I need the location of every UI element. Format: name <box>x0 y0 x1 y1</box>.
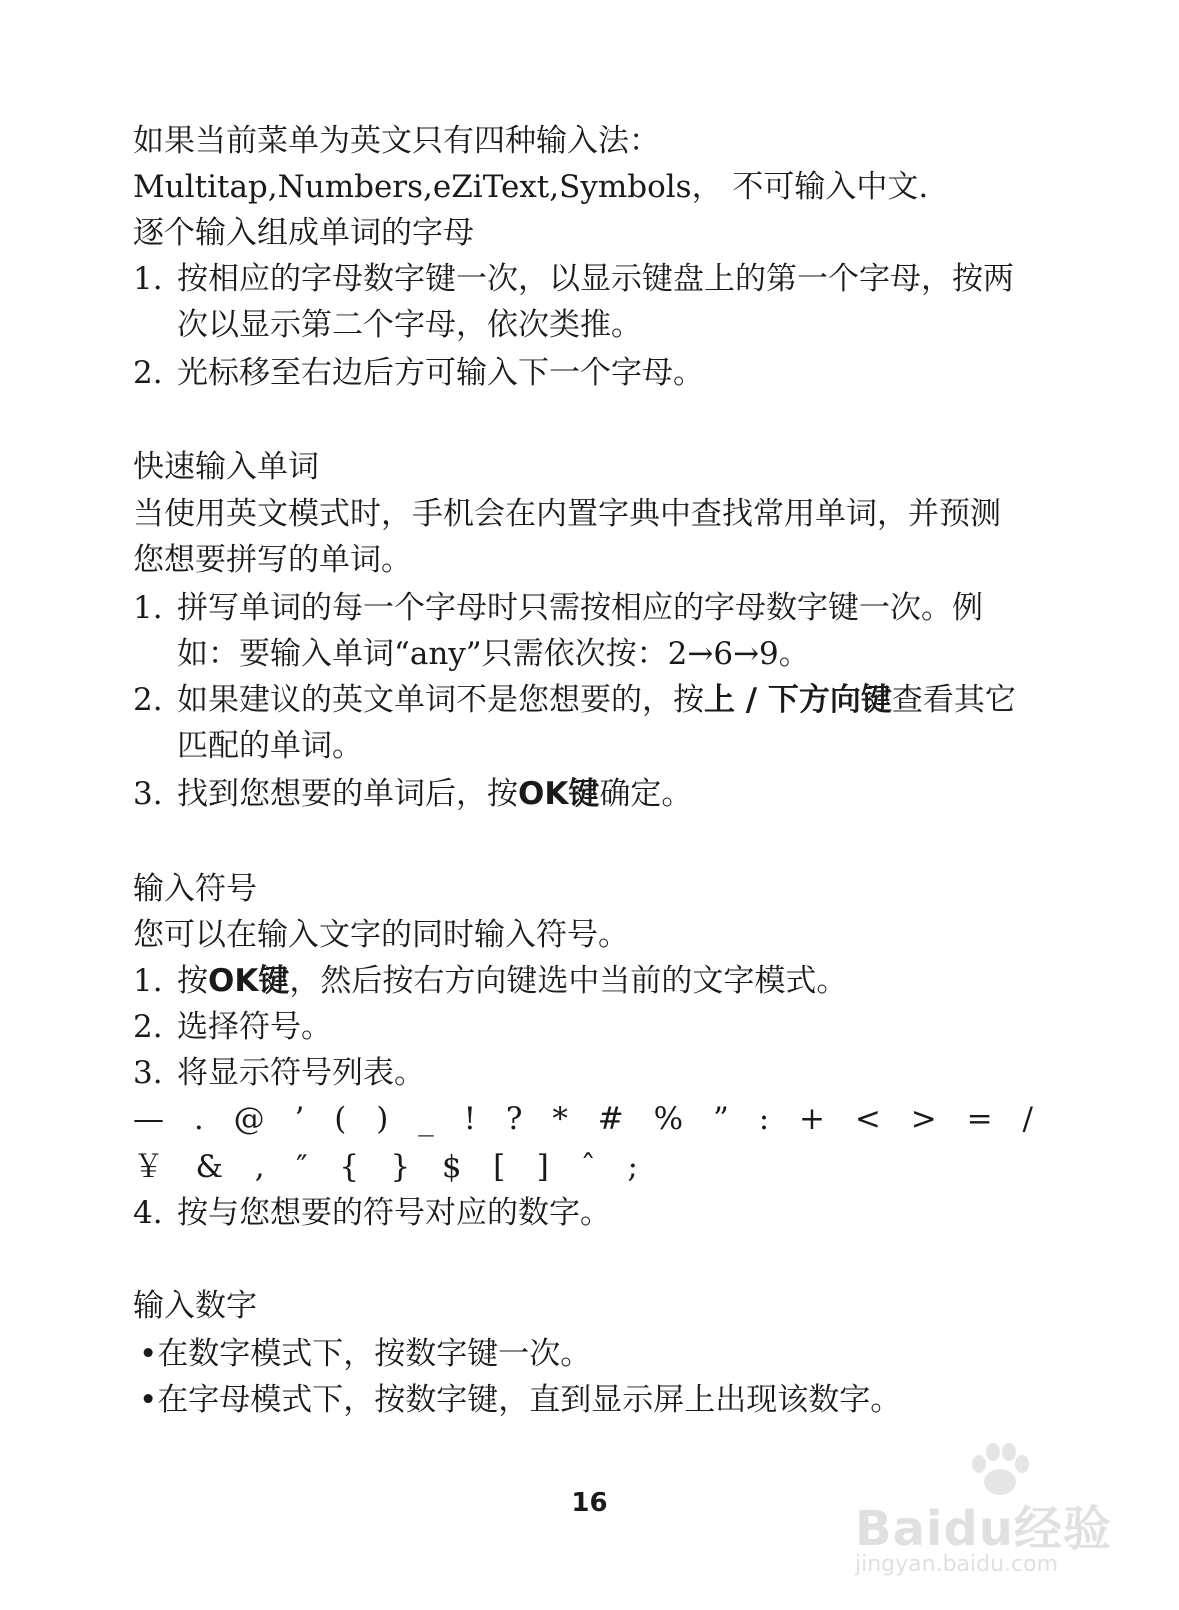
intro-line-1: 如果当前菜单为英文只有四种输入法： <box>133 123 660 159</box>
symbol-glyph: / <box>1022 1101 1033 1137</box>
symbol-glyph: [ <box>493 1149 506 1185</box>
item-text: 光标移至右边后方可输入下一个字母。 <box>177 355 704 391</box>
symbols-item-1 <box>133 961 847 1001</box>
item-number: 3. <box>133 776 163 812</box>
quick-item-1-cont: 如：要输入单词“any”只需依次按：2→6→9。 <box>177 636 810 672</box>
item-text: 按相应的字母数字键一次，以显示键盘上的第一个字母，按两 <box>177 261 1014 297</box>
item-text: 找到您想要的单词后，按 <box>177 776 518 812</box>
symbol-glyph: ; <box>627 1149 638 1185</box>
symbol-glyph: + <box>799 1101 826 1137</box>
item-number: 1. <box>133 590 163 626</box>
symbol-glyph: ] <box>536 1149 549 1185</box>
item-number: 1. <box>133 261 163 297</box>
item-text: 按与您想要的符号对应的数字。 <box>177 1195 611 1231</box>
intro-line-3: 逐个输入组成单词的字母 <box>133 215 474 251</box>
numbers-bullet-2: •在字母模式下，按数字键，直到显示屏上出现该数字。 <box>139 1382 902 1418</box>
symbol-glyph: # <box>597 1101 624 1137</box>
symbols-item-4 <box>133 1193 611 1233</box>
symbol-glyph: % <box>653 1101 684 1137</box>
symbols-para: 您可以在输入文字的同时输入符号。 <box>133 917 629 953</box>
item-text: ，然后按右方向键选中当前的文字模式。 <box>289 963 848 999</box>
symbol-glyph: = <box>966 1101 993 1137</box>
symbols-item-2 <box>133 1007 332 1047</box>
symbol-row-2 <box>133 1147 638 1187</box>
symbol-glyph: } <box>390 1149 411 1185</box>
intro-item-1 <box>133 259 1014 299</box>
item-number: 2. <box>133 682 163 718</box>
item-number: 4. <box>133 1195 163 1231</box>
symbol-glyph: — <box>133 1101 164 1137</box>
item-text: 拼写单词的每一个字母时只需按相应的字母数字键一次。例 <box>177 590 983 626</box>
item-text: 将显示符号列表。 <box>177 1055 425 1091</box>
symbol-glyph: ! <box>463 1101 477 1137</box>
intro-item-2 <box>133 353 704 393</box>
page-number: 16 <box>571 1488 608 1518</box>
baidu-watermark <box>835 1480 1125 1590</box>
watermark-logo: Baidu经验 <box>855 1501 1112 1557</box>
item-number: 2. <box>133 1009 163 1045</box>
key-name: OK键 <box>518 776 600 812</box>
item-number: 1. <box>133 963 163 999</box>
quick-para-2: 您想要拼写的单词。 <box>133 542 412 578</box>
intro-line-2: Multitap,Numbers,eZiText,Symbols， 不可输入中文. <box>133 169 929 205</box>
symbols-heading: 输入符号 <box>133 871 257 907</box>
symbol-glyph: . <box>193 1101 204 1137</box>
symbol-glyph: ( <box>334 1101 347 1137</box>
numbers-heading: 输入数字 <box>133 1288 257 1324</box>
item-text: 如果建议的英文单词不是您想要的，按 <box>177 682 704 718</box>
item-number: 2. <box>133 355 163 391</box>
symbol-glyph: ˆ <box>580 1149 596 1185</box>
numbers-bullet-1: •在数字模式下，按数字键一次。 <box>139 1336 592 1372</box>
symbol-glyph: ” <box>712 1101 729 1137</box>
symbol-glyph: $ <box>441 1149 462 1185</box>
symbol-glyph: * <box>552 1101 568 1137</box>
symbol-glyph: & <box>195 1149 224 1185</box>
intro-item-1-cont: 次以显示第二个字母，依次类推。 <box>177 307 642 343</box>
symbol-glyph: ￥ <box>133 1149 164 1185</box>
quick-item-3 <box>133 774 692 814</box>
quick-item-2-cont: 匹配的单词。 <box>177 728 363 764</box>
symbol-glyph: _ <box>418 1101 434 1137</box>
key-name: OK键 <box>208 963 290 999</box>
item-text: 查看其它 <box>891 682 1016 718</box>
key-name: 上 / 下方向键 <box>704 682 892 718</box>
symbol-glyph: ) <box>376 1101 389 1137</box>
symbol-glyph: { <box>339 1149 359 1185</box>
symbol-glyph: : <box>758 1101 770 1137</box>
symbol-glyph: ’ <box>294 1101 305 1137</box>
quick-item-1 <box>133 588 983 628</box>
symbol-glyph: , <box>254 1149 265 1185</box>
quick-para-1: 当使用英文模式时，手机会在内置字典中查找常用单词，并预测 <box>133 496 1001 532</box>
symbol-glyph: @ <box>233 1101 265 1137</box>
symbol-glyph: > <box>910 1101 937 1137</box>
item-text: 按 <box>177 963 208 999</box>
item-number: 3. <box>133 1055 163 1091</box>
item-text: 确定。 <box>599 776 693 812</box>
symbol-glyph: < <box>854 1101 881 1137</box>
symbol-glyph: ″ <box>296 1149 308 1185</box>
item-text: 选择符号。 <box>177 1009 332 1045</box>
symbol-row-1 <box>133 1099 1033 1139</box>
quick-item-2 <box>133 680 1016 720</box>
watermark-url: jingyan.baidu.com <box>855 1552 1059 1577</box>
quick-heading: 快速输入单词 <box>133 449 319 485</box>
symbol-glyph: ? <box>505 1101 523 1137</box>
symbols-item-3 <box>133 1053 425 1093</box>
